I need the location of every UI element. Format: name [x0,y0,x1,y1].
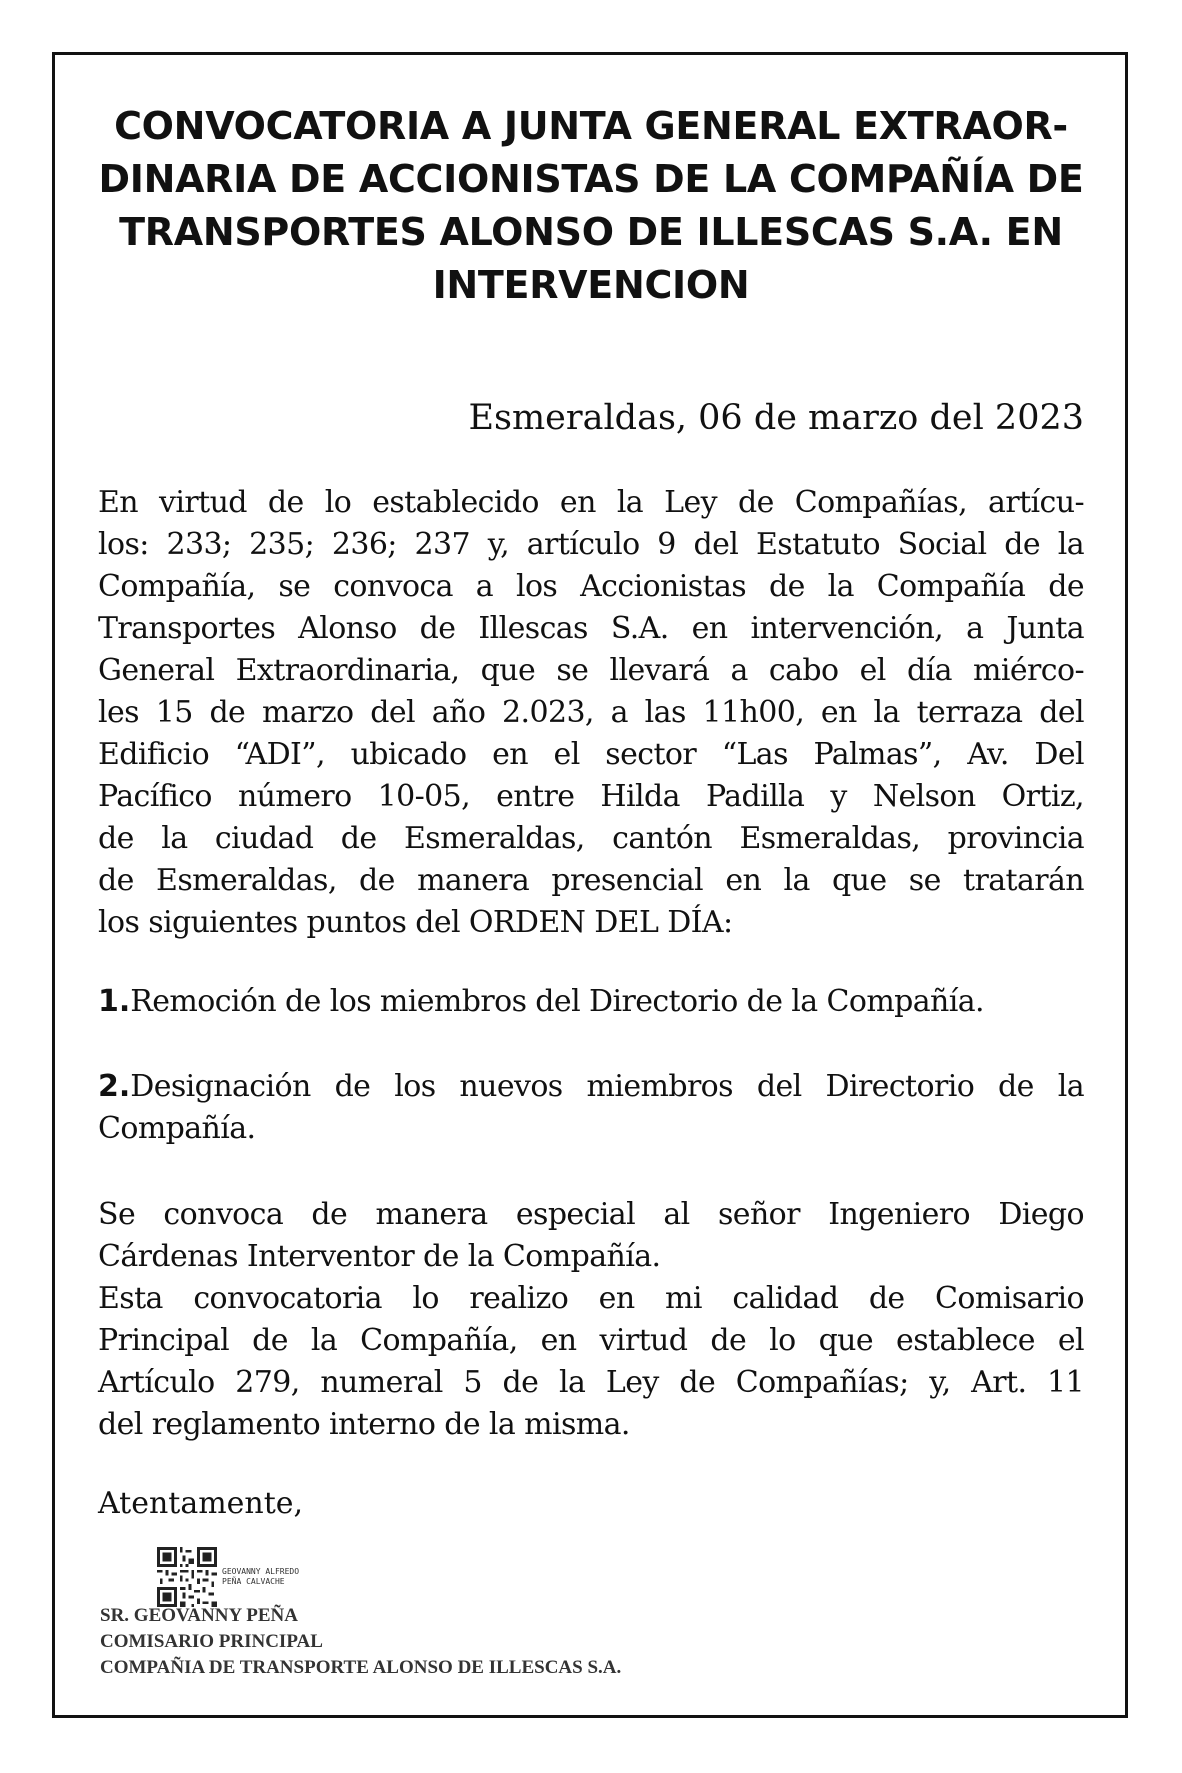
title-line: CONVOCATORIA A JUNTA GENERAL EXTRAOR- [114,104,1068,148]
body-line: les 15 de marzo del año 2.023, a las 11h00, en la terraza del [98,695,1084,730]
qr-code-icon [157,1547,217,1607]
agenda-text: Remoción de los miembros del Directorio de la Compañía. [130,984,984,1019]
note-line: Cárdenas Interventor de la Compañía. [98,1239,661,1274]
stamp-line: PEÑA CALVACHE [222,1577,285,1586]
place-date: Esmeraldas, 06 de marzo del 2023 [468,398,1084,438]
note-line: del reglamento interno de la misma. [98,1407,630,1442]
body-line: Pacífico número 10-05, entre Hilda Padilla y Nelson Ortiz, [98,779,1084,814]
note-line: Esta convocatoria lo realizo en mi calidad de Comisario [98,1281,1084,1316]
signer-name: SR. GEOVANNY PEÑA [100,1605,298,1626]
title-line: TRANSPORTES ALONSO DE ILLESCAS S.A. EN [119,210,1063,254]
notice-title [92,100,1090,312]
signature-stamp [222,1567,299,1587]
signer-role: COMISARIO PRINCIPAL [100,1631,323,1652]
body-line: de la ciudad de Esmeraldas, cantón Esmeraldas, provincia [98,821,1084,856]
body-line: los: 233; 235; 236; 237 y, artículo 9 del Estatuto Social de la [98,527,1084,562]
title-line: DINARIA DE ACCIONISTAS DE LA COMPAÑÍA DE [98,157,1084,201]
body-line: los siguientes puntos del ORDEN DEL DÍA: [98,905,733,940]
body-line: General Extraordinaria, que se llevará a cabo el día miérco- [98,653,1084,688]
note-line: Se convoca de manera especial al señor Ingeniero Diego [98,1197,1084,1232]
body-line: Edificio “ADI”, ubicado en el sector “Las Palmas”, Av. Del [98,737,1084,772]
agenda-text: Designación de los nuevos miembros del Directorio de la [130,1069,1084,1104]
body-line: Transportes Alonso de Illescas S.A. en intervención, a Junta [98,611,1084,646]
signer-block [100,1603,621,1681]
body-line: En virtud de lo establecido en la Ley de Compañías, artícu- [98,485,1084,520]
body-paragraph [98,482,1084,944]
agenda-number: 2. [98,1069,131,1104]
note-line: Artículo 279, numeral 5 de la Ley de Compañías; y, Art. 11 [98,1365,1084,1400]
agenda-number: 1. [98,984,131,1019]
agenda-item-2 [98,1066,1084,1150]
title-line: INTERVENCION [432,263,750,307]
agenda-line [98,981,1084,1023]
agenda-line: Compañía. [98,1111,256,1146]
body-line: de Esmeraldas, de manera presencial en la que se tratarán [98,863,1084,898]
stamp-line: GEOVANNY ALFREDO [222,1567,300,1576]
agenda-item-1 [98,981,1084,1023]
note-line: Principal de la Compañía, en virtud de lo que establece el [98,1323,1084,1358]
agenda-line [98,1066,1084,1108]
signer-company: COMPAÑIA DE TRANSPORTE ALONSO DE ILLESCAS S.A. [100,1657,622,1678]
closing: Atentamente, [98,1486,304,1521]
note-paragraph [98,1194,1084,1446]
body-line: Compañía, se convoca a los Accionistas de la Compañía de [98,569,1084,604]
